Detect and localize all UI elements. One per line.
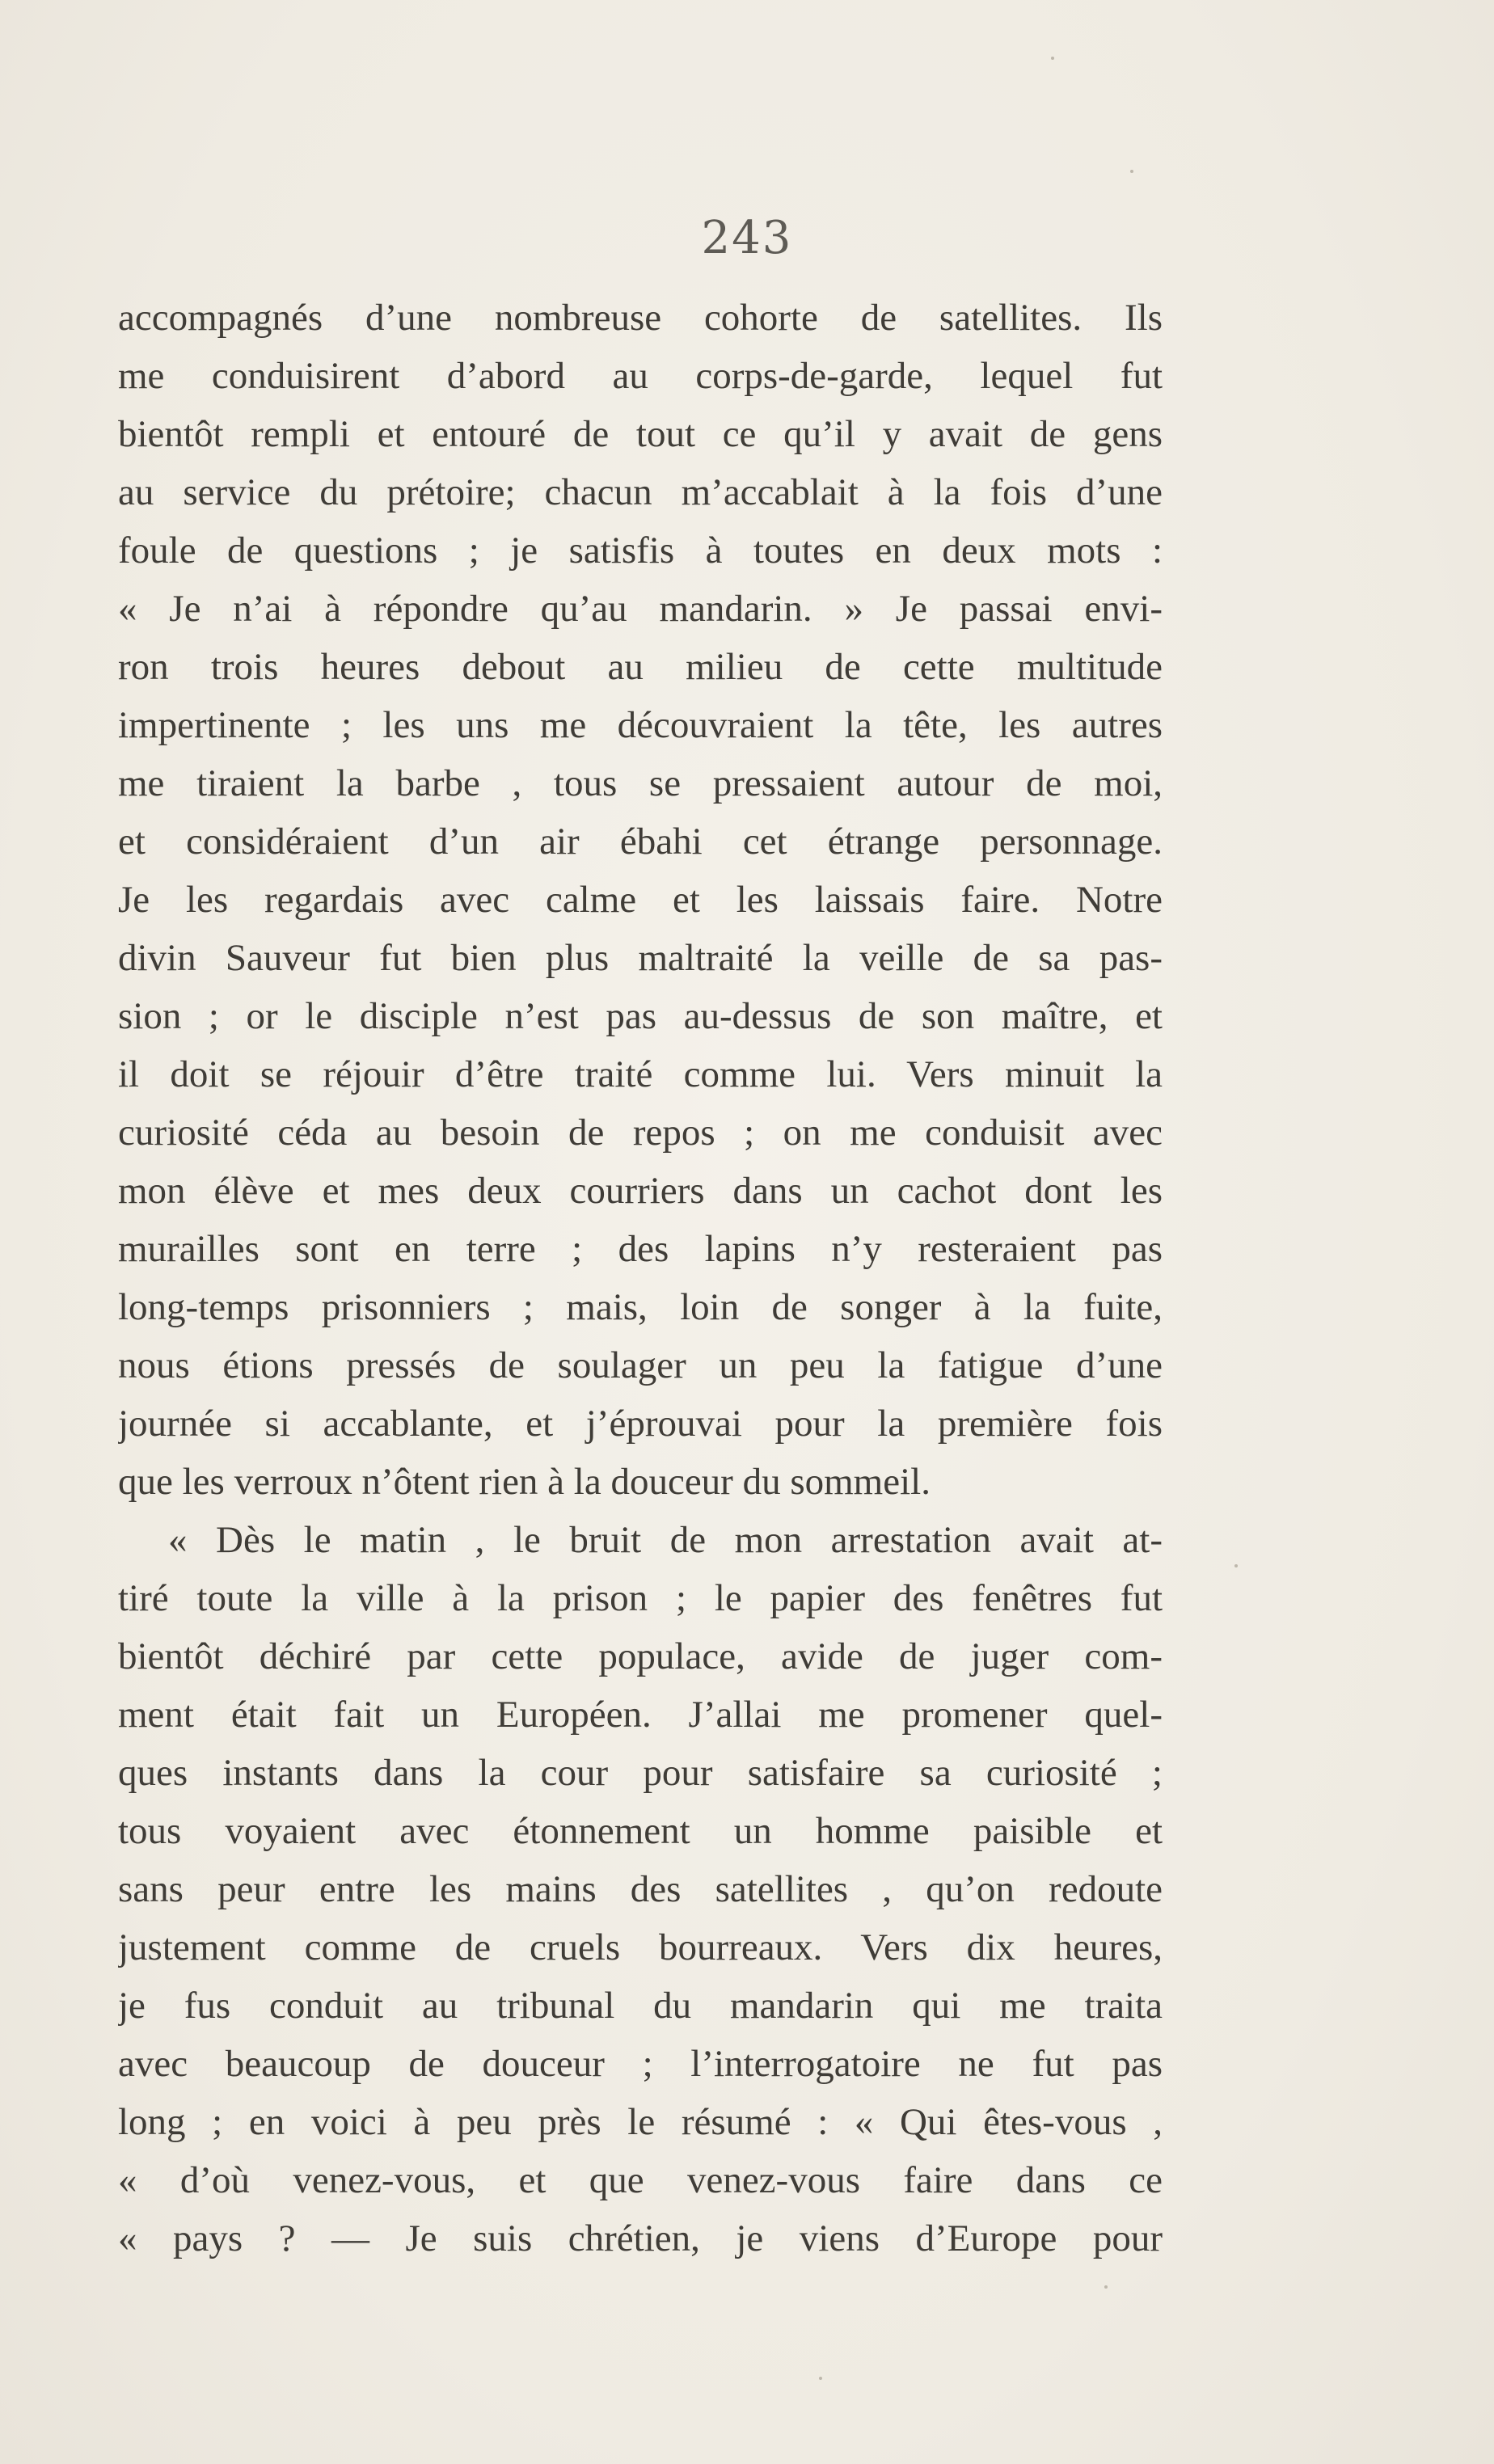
text-line: journée si accablante, et j’éprouvai pour la première fois [118, 1403, 1163, 1445]
text-line: foule de questions ; je satisfis à toutes en deux mots : [118, 530, 1163, 572]
text-line: et considéraient d’un air ébahi cet étrange personnage. [118, 821, 1163, 863]
text-line: curiosité céda au besoin de repos ; on me conduisit avec [118, 1112, 1163, 1154]
text-line: long-temps prisonniers ; mais, loin de songer à la fuite, [118, 1286, 1163, 1328]
text-line: avec beaucoup de douceur ; l’interrogatoire ne fut pas [118, 2043, 1163, 2085]
text-line: sans peur entre les mains des satellites , qu’on redoute [118, 1868, 1163, 1910]
body-text [118, 289, 1163, 2268]
text-line: justement comme de cruels bourreaux. Vers dix heures, [118, 1926, 1163, 1968]
text-line: me tiraient la barbe , tous se pressaient autour de moi, [118, 762, 1163, 804]
paper-speck [1234, 1564, 1238, 1567]
text-line: bientôt déchiré par cette populace, avide de juger com- [118, 1635, 1163, 1677]
text-line: sion ; or le disciple n’est pas au-dessus de son maître, et [118, 995, 1163, 1037]
text-line: il doit se réjouir d’être traité comme lui. Vers minuit la [118, 1053, 1163, 1095]
text-line: impertinente ; les uns me découvraient la tête, les autres [118, 704, 1163, 746]
text-line: murailles sont en terre ; des lapins n’y resteraient pas [118, 1228, 1163, 1270]
text-line: « pays ? — Je suis chrétien, je viens d’Europe pour [118, 2217, 1163, 2259]
text-line: bientôt rempli et entouré de tout ce qu’il y avait de gens [118, 413, 1163, 455]
text-line: que les verroux n’ôtent rien à la douceur du sommeil. [118, 1461, 931, 1503]
text-line: Je les regardais avec calme et les laissais faire. Notre [118, 879, 1163, 921]
text-line: ment était fait un Européen. J’allai me promener quel- [118, 1694, 1163, 1736]
text-line: « Dès le matin , le bruit de mon arrestation avait at- [168, 1519, 1163, 1561]
text-line: je fus conduit au tribunal du mandarin qui me traita [118, 1985, 1163, 2027]
text-line: long ; en voici à peu près le résumé : « Qui êtes-vous , [118, 2101, 1163, 2143]
text-line: me conduisirent d’abord au corps-de-garde, lequel fut [118, 355, 1163, 397]
text-line: « Je n’ai à répondre qu’au mandarin. » Je passai envi- [118, 588, 1163, 630]
text-line: « d’où venez-vous, et que venez-vous faire dans ce [118, 2159, 1163, 2201]
paper-speck [1130, 170, 1133, 173]
paper-speck [1104, 2285, 1108, 2289]
text-line: tous voyaient avec étonnement un homme paisible et [118, 1810, 1163, 1852]
paper-speck [1051, 57, 1054, 60]
text-line: tiré toute la ville à la prison ; le papier des fenêtres fut [118, 1577, 1163, 1619]
text-line: nous étions pressés de soulager un peu la fatigue d’une [118, 1344, 1163, 1386]
text-line: mon élève et mes deux courriers dans un cachot dont les [118, 1170, 1163, 1212]
paper-speck [819, 2377, 822, 2380]
text-line: ques instants dans la cour pour satisfaire sa curiosité ; [118, 1752, 1163, 1794]
text-line: ron trois heures debout au milieu de cette multitude [118, 646, 1163, 688]
page-number: 243 [701, 212, 793, 264]
text-line: accompagnés d’une nombreuse cohorte de satellites. Ils [118, 297, 1163, 339]
text-line: au service du prétoire; chacun m’accablait à la fois d’une [118, 471, 1163, 513]
text-line: divin Sauveur fut bien plus maltraité la veille de sa pas- [118, 937, 1163, 979]
